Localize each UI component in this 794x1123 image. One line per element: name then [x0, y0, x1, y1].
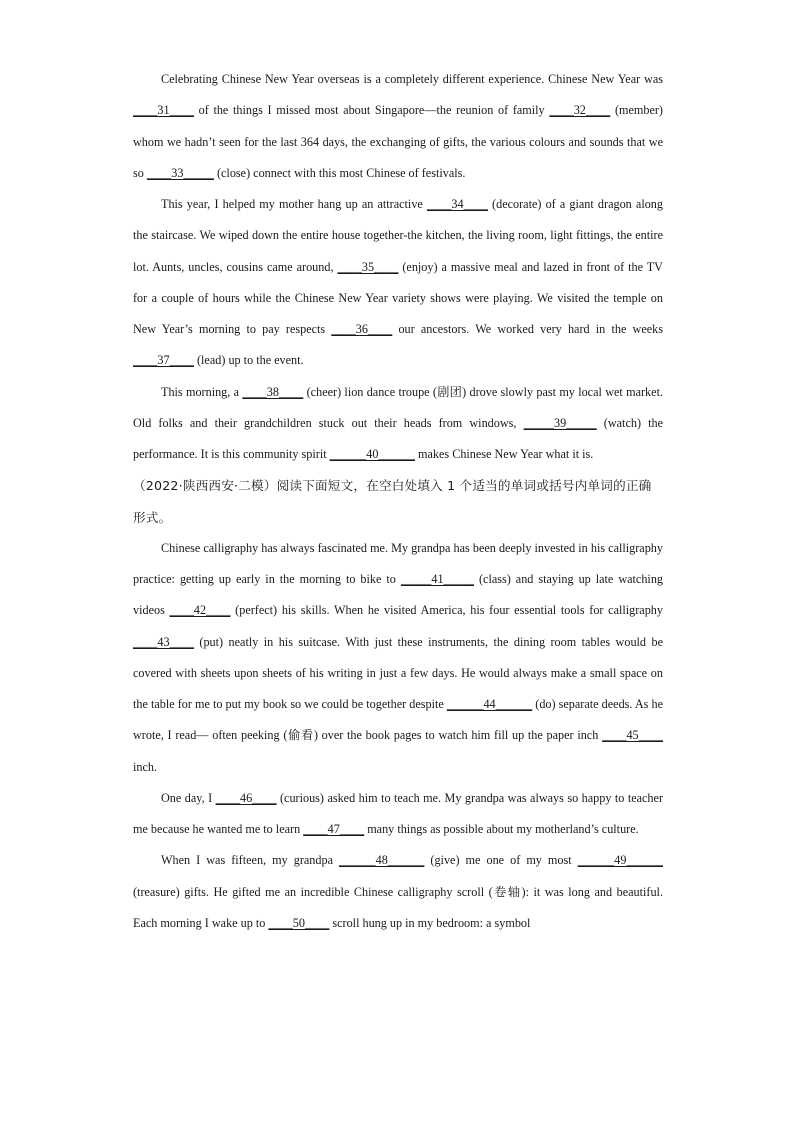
- section-instruction-heading: （2022·陕西西安·二模）阅读下面短文，在空白处填入 1 个适当的单词或括号内单词的正确形式。: [133, 478, 652, 525]
- paragraph: [133, 189, 663, 377]
- text-segment: (enjoy) a massive meal and lazed in front of the TV for a couple of hours while the Chinese New Year variety shows were playing. We visited the temple on New Year’s morning to pay respects: [133, 259, 663, 336]
- text-segment: Celebrating Chinese New Year overseas is a completely different experience. Chinese New Year was: [161, 72, 663, 86]
- text-segment: (class) and staying up late watching videos: [133, 572, 664, 618]
- text-segment: Chinese calligraphy has always fascinated me. My grandpa has been deeply invested in his calligraphy practice: getting up early in the morning to bike to: [133, 540, 663, 586]
- text-segment: (curious) asked him to teach me. My grandpa was always so happy to teacher me because he wanted me to learn: [133, 790, 663, 836]
- answer-blank-47: ____47____: [303, 822, 365, 836]
- text-segment: many things as possible about my motherland’s culture.: [364, 822, 639, 836]
- answer-blank-31: ____31____: [133, 103, 194, 118]
- text-segment: makes Chinese New Year what it is.: [414, 447, 594, 461]
- answer-blank-37: ____37____: [133, 353, 194, 368]
- answer-blank-43: ____43____: [133, 634, 194, 649]
- text-segment: One day, I: [161, 790, 216, 805]
- document-page: [133, 64, 663, 939]
- paragraph: [133, 533, 663, 783]
- answer-blank-38: ____38____: [242, 384, 304, 399]
- answer-blank-50: ____50____: [268, 915, 330, 930]
- answer-blank-35: ____35____: [337, 259, 399, 274]
- text-segment: of the things I missed most about Singapore—the reunion of family: [193, 103, 550, 118]
- text-segment: (watch) the performance. It is this community spirit: [133, 415, 664, 461]
- answer-blank-44: ______44______: [446, 697, 533, 711]
- paragraph: [133, 783, 663, 846]
- text-segment: (put) neatly in his suitcase. With just these instruments, the dining room tables would be covered with sheets upon sheets of his writing in just a few days. He would always make a small space on the table for me to put my book so we could be together despite: [133, 634, 663, 711]
- text-segment: inch.: [133, 759, 158, 774]
- text-segment: (close) connect with this most Chinese of festivals.: [213, 165, 466, 180]
- answer-blank-32: ____32____: [549, 103, 611, 118]
- text-segment: scroll hung up in my bedroom: a symbol: [329, 915, 531, 930]
- passage-1: [133, 64, 663, 470]
- text-segment: (decorate) of a giant dragon along the staircase. We wiped down the entire house together-the kitchen, the living room, light fittings, the entire lot. Aunts, uncles, cousins came around,: [133, 197, 663, 274]
- text-segment: (lead) up to the event.: [193, 353, 304, 368]
- answer-blank-49: ______49______: [577, 853, 663, 868]
- answer-blank-39: _____39_____: [523, 415, 597, 430]
- text-segment: This morning, a: [161, 384, 243, 399]
- answer-blank-34: ____34____: [426, 197, 488, 211]
- passage-2: [133, 470, 663, 939]
- text-segment: This year, I helped my mother hang up an attractive: [161, 197, 427, 211]
- text-segment: (give) me one of my most: [424, 853, 578, 868]
- text-segment: our ancestors. We worked very hard in the weeks: [392, 322, 663, 336]
- text-segment: (cheer) lion dance troupe (剧团) drove slowly past my local wet market. Old folks and their grandchildren stuck out their heads from windows,: [133, 384, 663, 430]
- answer-blank-48: ______48______: [339, 853, 425, 868]
- answer-blank-45: ____45____: [602, 728, 663, 743]
- paragraph: [133, 64, 663, 189]
- answer-blank-33: ____33_____: [146, 165, 214, 180]
- text-segment: (member) whom we hadn’t seen for the last 364 days, the exchanging of gifts, the various colours and sounds that we so: [133, 103, 663, 180]
- paragraph: [133, 845, 663, 939]
- answer-blank-36: ____36____: [331, 322, 393, 336]
- text-segment: (perfect) his skills. When he visited America, his four essential tools for calligraphy: [230, 603, 663, 618]
- text-segment: (treasure) gifts. He gifted me an incredible Chinese calligraphy scroll (卷轴): it was long and beautiful. Each morning I wake up to: [133, 884, 663, 930]
- text-segment: When I was fifteen, my grandpa: [161, 853, 340, 868]
- paragraph: [133, 377, 663, 471]
- answer-blank-46: ____46____: [215, 790, 277, 805]
- answer-blank-40: ______40______: [329, 447, 415, 461]
- answer-blank-42: ____42____: [169, 603, 231, 618]
- text-segment: (do) separate deeds. As he wrote, I read— often peeking (偷看) over the book pages to watch him fill up the paper inch: [133, 697, 663, 743]
- answer-blank-41: _____41_____: [400, 572, 474, 586]
